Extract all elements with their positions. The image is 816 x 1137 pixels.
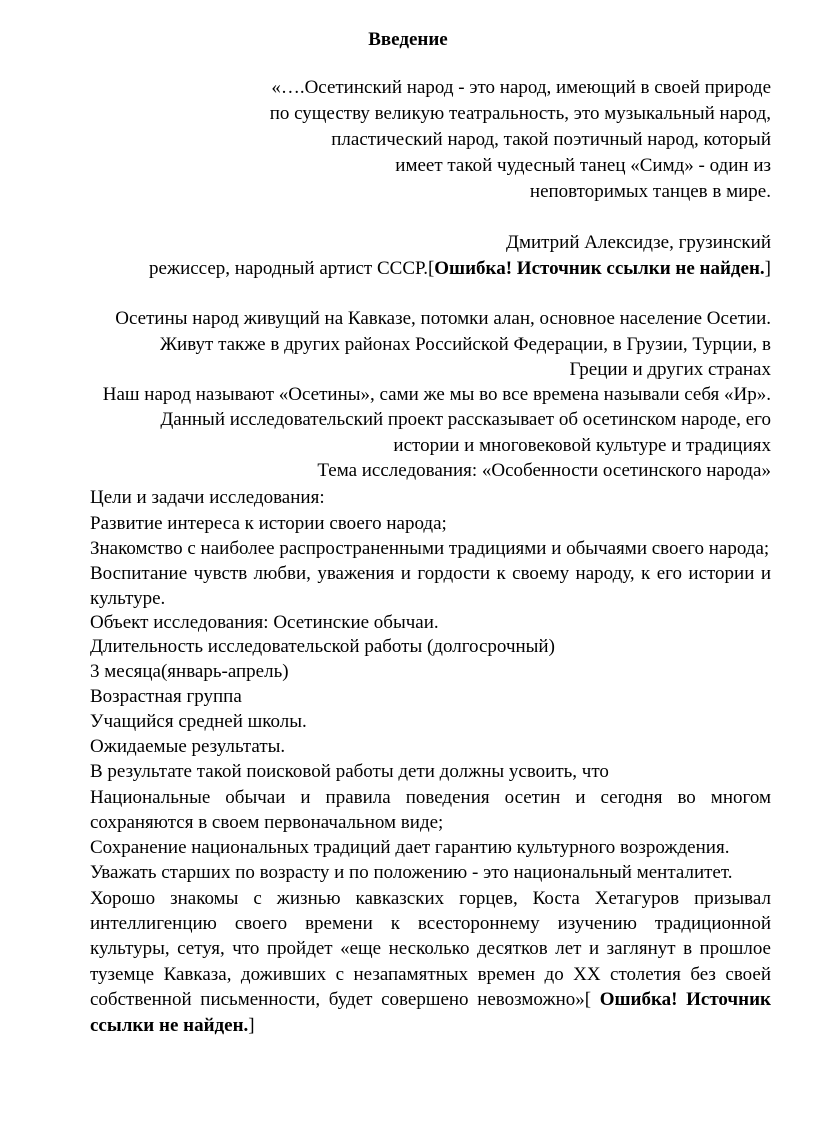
research-topic: Тема исследования: «Особенности осетинского народа» [317, 460, 771, 481]
epigraph-line: пластический народ, такой поэтичный народ, который [331, 129, 771, 150]
intro-line: Наш народ называют «Осетины», сами же мы во все времена называли себя «Ир». [102, 384, 771, 405]
body-text: собственной письменности, будет совершено невозможно»[ [90, 989, 592, 1010]
body-line: В результате такой поисковой работы дети должны усвоить, что [90, 761, 609, 782]
body-line: Уважать старших по возрасту и по положению - это национальный менталитет. [90, 862, 733, 883]
body-line: Хорошо знакомы с жизнью кавказских горцев, Коста Хетагуров призывал [90, 888, 771, 909]
epigraph-line: по существу великую театральность, это музыкальный народ, [269, 103, 771, 124]
body-line: Развитие интереса к истории своего народа; [90, 513, 447, 534]
reference-error: Ошибка! Источник [599, 989, 771, 1010]
body-line: туземце Кавказа, доживших с незапамятных времен до ХХ столетия без своей [90, 964, 771, 985]
body-line: Воспитание чувств любви, уважения и гордости к своему народу, к его истории и [90, 563, 771, 584]
research-duration: Длительность исследовательской работы (долгосрочный) [90, 636, 555, 657]
body-line: сохраняются в своем первоначальном виде; [90, 812, 444, 833]
epigraph-author-credentials [149, 256, 771, 282]
epigraph-author: Дмитрий Алексидзе, грузинский [506, 232, 771, 253]
intro-line: Данный исследовательский проект рассказывает об осетинском народе, его [160, 409, 771, 430]
intro-line: Осетины народ живущий на Кавказе, потомки алан, основное население Осетии. [115, 308, 771, 329]
body-line [90, 987, 771, 1013]
body-line: Учащийся средней школы. [90, 711, 307, 732]
author-text: режиссер, народный артист СССР.[ [149, 258, 435, 279]
age-group-heading: Возрастная группа [90, 686, 242, 707]
body-line: 3 месяца(январь-апрель) [90, 661, 289, 682]
body-line: культуре. [90, 588, 166, 609]
bracket-close: ] [248, 1015, 255, 1036]
bracket-close: ] [764, 258, 771, 279]
epigraph-line: имеет такой чудесный танец «Симд» - один из [395, 155, 771, 176]
reference-error: ссылки не найден. [90, 1015, 249, 1036]
intro-line: Живут также в других районах Российской Федерации, в Грузии, Турции, в [160, 334, 771, 355]
body-line: Знакомство с наиболее распространенными традициями и обычаями своего народа; [90, 538, 770, 559]
intro-line: Греции и других странах [569, 359, 771, 380]
body-line: Национальные обычаи и правила поведения осетин и сегодня во многом [90, 787, 771, 808]
heading: Введение [368, 29, 448, 50]
research-object: Объект исследования: Осетинские обычаи. [90, 612, 439, 633]
body-line: интеллигенцию своего времени к всестороннему изучению традиционной [90, 913, 771, 934]
body-line: культуры, сетуя, что пройдет «еще несколько десятков лет и заглянут в прошлое [90, 938, 771, 959]
body-line [90, 1013, 255, 1039]
body-line: Сохранение национальных традиций дает гарантию культурного возрождения. [90, 837, 730, 858]
epigraph-line: неповторимых танцев в мире. [529, 181, 771, 202]
intro-line: истории и многовековой культуре и традициях [393, 435, 771, 456]
goals-heading: Цели и задачи исследования: [90, 487, 325, 508]
expected-results-heading: Ожидаемые результаты. [90, 736, 286, 757]
epigraph-line: «….Осетинский народ - это народ, имеющий в своей природе [271, 77, 771, 98]
reference-error: Ошибка! Источник ссылки не найден. [434, 258, 765, 279]
